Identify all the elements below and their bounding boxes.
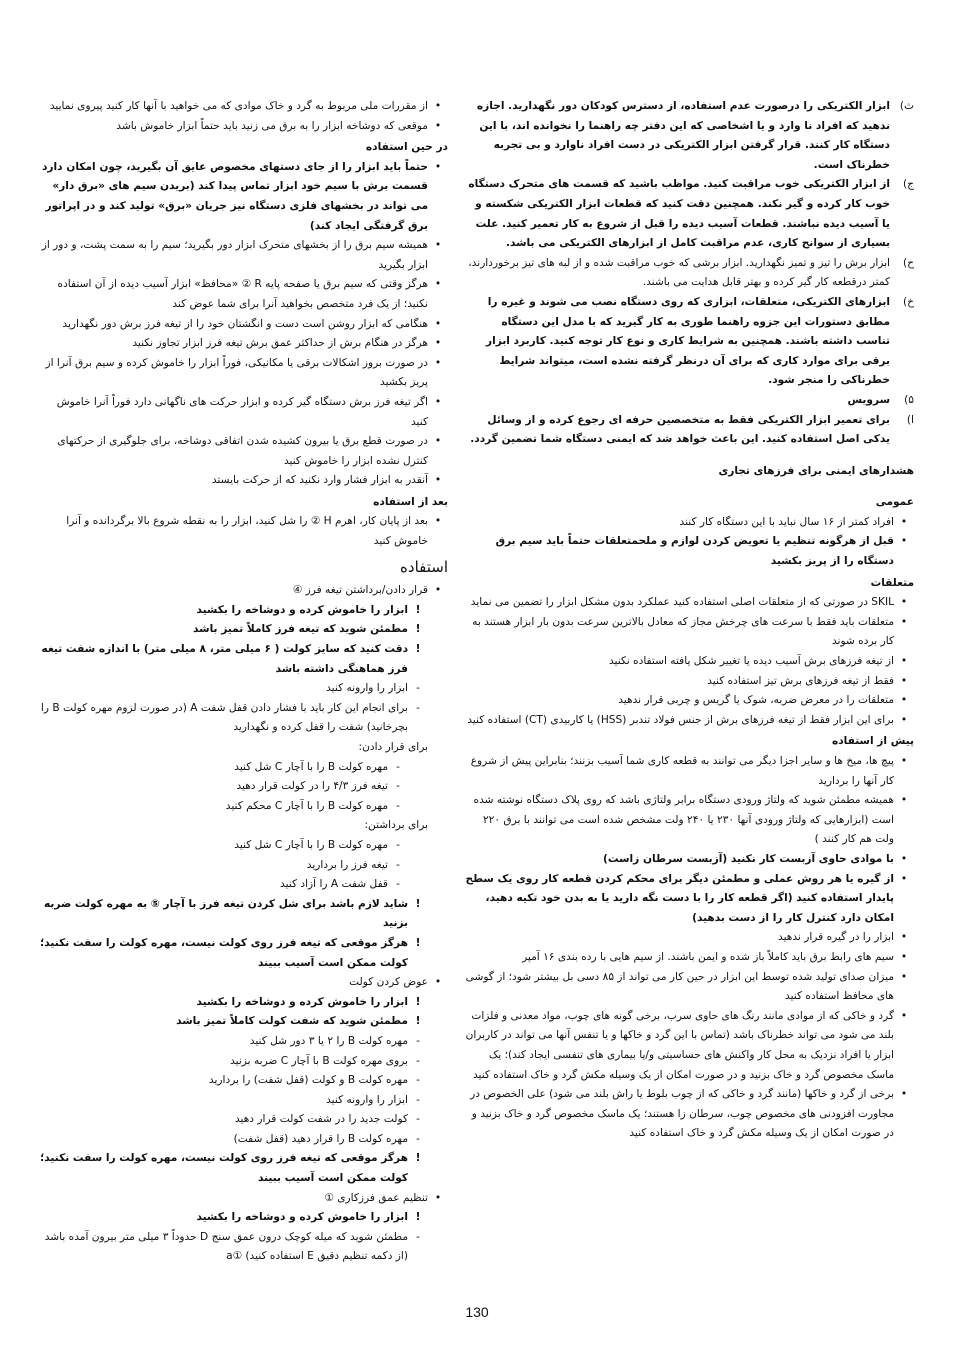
item-text: آنقدر به ابزار فشار وارد نکنید که از حرکت بایستد [211,474,428,487]
item-text: قفل شفت A را آزاد کنید [280,878,388,891]
item-text: برای انجام این کار باید با فشار دادن قفل شفت A (در صورت لزوم مهره کولت B را بچرخانید) شفت را قفل کرده و نگهدارید [40,701,408,734]
list-item [38,117,448,137]
item-text: مهره کولت B و کولت (قفل شفت) را بردارید [208,1074,408,1087]
list-item [38,275,448,314]
item-marker: • [434,976,442,989]
list-item [464,691,914,711]
step-item [38,1130,448,1150]
item-marker: • [900,872,908,885]
item-text: ابزار را در گیره قرار ندهید [778,931,894,944]
item-marker: • [900,535,908,548]
item-marker: • [900,655,908,668]
section-heading: پیش از استفاده [831,735,914,748]
item-text: حتماً باید ابزار را از جای دستهای مخصوص عایق آن بگیرید، چون امکان دارد قسمت برش با سیم خود ابزار تماس پیدا کند (بریدن سیم های «برق دار» می تواند در بخشهای فلزی دستگاه نیز جریان «برق» تولید کند و در اپراتور برق گرفتگی ایجاد کند) [41,160,428,232]
item-marker: • [900,674,908,687]
item-marker: • [434,337,442,350]
section-heading: در حین استفاده [365,141,448,154]
list-item [464,928,914,948]
item-text: از مقررات ملی مربوط به گرد و خاک موادی که می خواهید با آنها کار کنید پیروی نمایید [49,100,428,112]
list-item [38,334,448,354]
item-text: سرویس [847,393,890,406]
list-item [38,393,448,432]
item-marker: • [900,596,908,609]
item-text: SKIL در صورتی که از متعلقات اصلی استفاده کنید عملکرد بدون مشکل ابزار را تضمین می نماید [470,596,894,609]
spacer [464,450,914,460]
item-marker: - [416,1113,420,1126]
item-text: تیغه فرز را بردارید [306,858,388,871]
item-text: دقت کنید که سایز کولت ( ۶ میلی متر، ۸ میلی متر) با اندازه شفت تیغه فرز هماهنگی داشته باشد [41,643,408,675]
left-column [38,97,448,1267]
item-text: ابزار الکتریکی را درصورت عدم استفاده، از دسترس کودکان دور نگهدارید. اجازه ندهید که افراد نا وارد و یا اشخاصی که این دفتر چه راهنما را نخوانده اند، با این دستگاه کار کنند. قرار گرفتن ابزار الکتریکی در دست افراد ناوارد و بی تجربه خطرناک است. [476,100,890,171]
step-item [38,1091,448,1111]
item-marker: ! [415,936,421,949]
item-text: شاید لازم باشد برای شل کردن تیغه فرز با آچار ⑤ به مهره کولت ضربه بزنید [43,897,408,930]
item-marker: ! [415,1152,421,1165]
item-marker: • [900,950,908,963]
item-marker: • [900,852,908,865]
list-item [464,513,914,533]
item-text: همیشه سیم برق را از بخشهای متحرک ابزار دور بگیرید؛ سیم را به سمت پشت، و دور از ابزار بگیرید [41,239,428,271]
item-marker: • [434,435,442,448]
list-item [464,254,914,293]
item-marker: ا) [906,413,914,426]
list-item [464,97,914,175]
warning-item [38,895,448,934]
item-text: مطمئن شوید که تیغه فرز کاملاً تمیز باشد [193,623,408,636]
item-marker: • [434,515,442,528]
warning-item [38,993,448,1013]
list-item [464,391,914,411]
list-item [38,354,448,393]
list-item [38,315,448,335]
section-heading: استفاده [400,557,448,576]
item-marker: ح) [903,256,914,269]
list-item [464,411,914,450]
item-text: پیچ ها، میخ ها و سایر اجزا دیگر می توانند به قطعه کاری شما آسیب بزنند؛ بنابراین پیش از شروع کار آنها را بردارید [470,755,894,787]
item-text: مهره کولت B را ۲ یا ۳ دور شل کنید [249,1034,408,1047]
item-text: عوض کردن کولت [349,976,428,989]
item-marker: • [900,694,908,707]
list-item [464,1085,914,1144]
item-text: قرار دادن/برداشتن تیغه فرز ④ [292,584,428,597]
item-marker: • [434,100,442,112]
spacer [464,481,914,491]
item-text: متعلقات باید فقط با سرعت های چرخش مجاز که معادل بالاترین سرعت بدون بار ابزار هستند به کار برده شوند [472,615,894,648]
list-item [38,581,448,601]
item-marker: • [900,615,908,628]
item-marker: - [416,1034,420,1047]
item-text: کولت جدید را در شفت کولت قرار دهید [234,1113,408,1126]
list-item [38,1189,448,1209]
item-marker: - [396,760,400,773]
list-item [464,968,914,1007]
list-item [464,652,914,672]
item-marker: • [434,356,442,369]
item-marker: • [900,970,908,983]
item-text: مهره کولت B را قرار دهید (قفل شفت) [233,1132,408,1145]
item-text: مطمئن شوید که میله کوچک درون عمق سنج D حدوداً ۳ میلی متر بیرون آمده باشد (از دکمه تنظیم دقیق E استفاده کنید) ①a [44,1230,408,1263]
list-item [464,593,914,613]
item-text: از تیغه فرزهای برش آسیب دیده یا تغییر شکل یافته استفاده نکنید [608,655,894,668]
step-item [38,797,448,817]
list-item [464,870,914,929]
item-text: هرگز وقتی که سیم برق یا صفحه پایه R ② «محافظ» ابزار آسیب دیده از آن استفاده نکنید؛ از یک فرد متخصص بخواهید آنرا برای شما عوض کند [57,278,428,310]
item-text: افراد کمتر از ۱۶ سال نباید با این دستگاه کار کنند [679,515,894,528]
item-text: هرگز موقعی که تیغه فرز روی کولت نیست، مهره کولت را سفت نکنید؛ کولت ممکن است آسیب ببیند [40,1152,408,1185]
item-text: بعد از پایان کار، اهرم H ② را شل کنید، ابزار را به نقطه شروع بالا برگردانده و آنرا خاموش کنید [66,515,428,548]
step-item [38,1071,448,1091]
item-marker: ث) [899,100,914,112]
item-marker: - [416,1093,420,1106]
step-item [38,1110,448,1130]
item-text: اگر تیغه فرز برش دستگاه گیر کرده و ابزار حرکت های ناگهانی دارد فوراً آنرا خاموش کنید [56,395,428,428]
item-text: بروی مهره کولت B با آچار C ضربه بزنید [230,1054,408,1067]
item-marker: - [416,682,420,695]
list-item [464,672,914,692]
item-marker: - [396,780,400,793]
step-item [38,679,448,699]
list-item [464,850,914,870]
list-item [464,752,914,791]
item-text: مهره کولت B را با آچار C محکم کنید [225,799,388,812]
item-marker: ۵) [904,393,914,406]
list-item [464,532,914,571]
item-marker: - [416,1054,420,1067]
item-text: هنگامی که ابزار روشن است دست و انگشتان خود را از تیغه فرز برش دور نگهدارید [62,317,428,330]
page-number: 130 [465,1304,489,1320]
item-text: برخی از گرد و خاکها (مانند گرد و خاکی که از چوب بلوط یا راش بلند می شود) علی الخصوص در مجاورت افزودنی های مخصوص چوب، سرطان زا هستند؛ یک ماسک مخصوص گرد و خاک بزنید و در صورت امکان از یک وسیله مکش گرد و خاک استفاده کنید [470,1088,894,1140]
item-marker: • [434,474,442,487]
section-heading: هشدارهای ایمنی برای فرزهای تجاری [718,464,914,477]
section-heading: بعد از استفاده [373,495,448,508]
section-heading: عمومی [875,496,914,509]
list-item [464,613,914,652]
step-item [38,1032,448,1052]
warning-item [38,934,448,973]
list-item [464,293,914,391]
item-marker: • [434,278,442,291]
list-item [38,471,448,491]
warning-item [38,1208,448,1228]
item-text: مهره کولت B را با آچار C شل کنید [234,760,388,773]
item-marker: ! [415,1015,421,1028]
step-item [38,777,448,797]
item-marker: ! [415,603,421,616]
item-text: متعلقات را در معرض ضربه، شوک یا گریس و چربی قرار ندهید [618,694,894,707]
item-text: تیغه فرز ۴/۳ را در کولت قرار دهید [236,780,388,793]
item-text: هرگز در هنگام برش از حداکثر عمق برش تیغه فرز ابزار تجاوز نکنید [132,337,428,350]
item-marker: ! [415,643,421,656]
item-marker: ! [415,623,421,636]
item-text: ابزار را خاموش کرده و دوشاخه را بکشید [196,1211,408,1224]
item-text: ابزار را وارونه کنید [326,1093,408,1106]
item-marker: - [416,1230,420,1243]
item-text: برای تعمیر ابزار الکتریکی فقط به متخصصین حرفه ای رجوع کرده و از وسائل یدکی اصل استفاده کنید. این باعث خواهد شد که ایمنی دستگاه شما تضمین گردد. [470,413,890,446]
item-text: میزان صدای تولید شده توسط این ابزار در حین کار می تواند از ۸۵ دسی بل بیشتر شود؛ از گوشی های محافظ استفاده کنید [465,970,894,1003]
step-item [38,1228,448,1267]
item-text: ابزار برش را تیز و تمیز نگهدارید. ابزار برشی که خوب مراقبت شده و از لبه های تیز برخوردارند، کمتر درقطعه کار گیر کرده و بهتر قابل هدایت می باشند. [468,256,890,289]
item-marker: • [434,584,442,597]
step-item [38,758,448,778]
list-item [38,432,448,471]
item-marker: • [900,1088,908,1101]
list-item [38,973,448,993]
item-text: موقعی که دوشاخه ابزار را به برق می زنید باید حتماً ابزار خاموش باشد [116,119,428,132]
item-marker: • [900,713,908,726]
list-item [464,948,914,968]
item-text: از ابزار الکتریکی خوب مراقبت کنید. مواظب باشید که قسمت های متحرک دستگاه خوب کار کرده و گیر نکند. همچنین دقت کنید که قطعات ابزار الکتریکی شکسته و یا آسیب دیده نباشند. قطعات آسیب دیده را قبل از شروع به کار تعمیر کنید. علت بسیاری از سوانح کاری، عدم مراقبت کامل از ابزارهای الکتریکی می باشد. [468,178,890,250]
item-text: در صورت قطع برق یا بیرون کشیده شدن اتفاقی دوشاخه، برای جلوگیری از حرکتهای کنترل نشده ابزار را خاموش کنید [57,435,428,467]
item-text: فقط از تیغه فرزهای برش تیز استفاده کنید [707,674,894,687]
item-marker: - [416,1132,420,1145]
list-item [464,1007,914,1085]
list-item [464,175,914,253]
item-marker: • [900,515,908,528]
item-text: ابزار را خاموش کرده و دوشاخه را بکشید [196,995,408,1008]
item-text: در صورت بروز اشکالات برقی یا مکانیکی، فوراً ابزار را خاموش کرده و سیم برق آنرا از پریز بکشید [45,356,428,389]
item-text: ابزار را خاموش کرده و دوشاخه را بکشید [196,603,408,616]
item-marker: • [434,1191,442,1204]
warning-item [38,1012,448,1032]
item-marker: - [396,878,400,891]
step-item [38,699,448,738]
item-text: سیم های رابط برق باید کاملاً باز شده و ایمن باشند. از سیم هایی با رده بندی ۱۶ آمپر [522,950,894,963]
warning-item [38,640,448,679]
item-marker: • [434,160,442,173]
item-marker: - [396,838,400,851]
step-item [38,836,448,856]
warning-item [38,620,448,640]
item-text: از گیره یا هر روش عملی و مطمئن دیگر برای محکم کردن قطعه کار روی یک سطح پایدار استفاده کنید (اگر قطعه کار را با دست نگه دارید یا به بدن خود تکیه دهید، امکان دارد کنترل کار را از دست بدهید) [465,872,894,924]
item-marker: - [396,799,400,812]
item-text: ابزار را وارونه کنید [326,682,408,695]
right-column [464,97,914,1144]
warning-item [38,601,448,621]
item-marker: - [416,701,420,714]
list-item [464,791,914,850]
item-marker: ! [415,1211,421,1224]
item-marker: - [396,858,400,871]
list-item [38,158,448,236]
item-text: گرد و خاکی که از موادی مانند رنگ های حاوی سرب، برخی گونه های چوب، مواد معدنی و فلزات بلند می شود می تواند خطرناک باشد (تماس با این گرد و خاکها و یا تنفس آنها می تواند در کاربران ابزار یا افراد نزدیک به محل کار واکنش های حساسیتی و/یا بیماری های تنفسی ایجاد کند)؛ یک ماسک مخصوص گرد و خاک بزنید و در صورت امکان از یک وسیله مکش گرد و خاک استفاده کنید [465,1009,894,1081]
item-text: با موادی حاوی آزبست کار نکنید (آزبست سرطان زاست) [603,852,894,865]
warning-item [38,1149,448,1188]
item-marker: خ) [903,295,914,308]
item-marker: ! [415,995,421,1008]
step-item [38,1052,448,1072]
item-marker: ج) [903,178,914,191]
item-marker: • [900,931,908,944]
item-marker: • [900,794,908,807]
item-marker: • [434,239,442,252]
item-marker: • [434,119,442,132]
item-marker: • [900,1009,908,1022]
item-marker: • [434,395,442,408]
section-heading: متعلقات [870,576,914,589]
list-item [38,512,448,551]
item-marker: ! [415,897,421,910]
item-text: ابزارهای الکتریکی، متعلقات، ابزاری که روی دستگاه نصب می شوند و غیره را مطابق دستورات این جزوه راهنما طوری به کار گیرید که با مدل این دستگاه تناسب داشته باشند. همچنین به شرایط کاری و نوع کار توجه کنید. کاربرد ابزار برقی برای موارد کاری که برای آن درنظر گرفته نشده است، میتواند شرایط خطرناکی را منجر شود. [486,295,890,387]
sub-label: برای برداشتن: [364,819,428,832]
item-text: برای این ابزار فقط از تیغه فرزهای برش از جنس فولاد تندبر (HSS) یا کاربیدی (CT) استفاده کنید [467,713,894,726]
step-item [38,875,448,895]
item-text: تنظیم عمق فرزکاری ① [324,1191,428,1204]
step-item [38,856,448,876]
item-text: قبل از هرگونه تنظیم یا تعویض کردن لوازم و ملحمتعلقات حتماً باید سیم برق دستگاه را از پریز بکشید [495,535,894,568]
item-marker: • [434,317,442,330]
item-text: مهره کولت B را با آچار C شل کنید [234,838,388,851]
item-text: همیشه مطمئن شوید که ولتاژ ورودی دستگاه برابر ولتاژی باشد که روی پلاک دستگاه نوشته شده است (ابزارهایی که ولتاژ ورودی آنها ۲۳۰ یا ۲۴۰ ولت مشخص شده است می توانند با برق ۲۲۰ ولت هم کار کنند ) [473,794,894,846]
item-marker: - [416,1074,420,1087]
item-text: مطمئن شوید که شفت کولت کاملاً تمیز باشد [176,1015,408,1028]
item-marker: • [900,755,908,767]
sub-label: برای قرار دادن: [358,741,428,753]
list-item [464,711,914,731]
list-item [38,97,448,117]
item-text: هرگز موقعی که تیغه فرز روی کولت نیست، مهره کولت را سفت نکنید؛ کولت ممکن است آسیب ببیند [40,936,408,969]
list-item [38,236,448,275]
